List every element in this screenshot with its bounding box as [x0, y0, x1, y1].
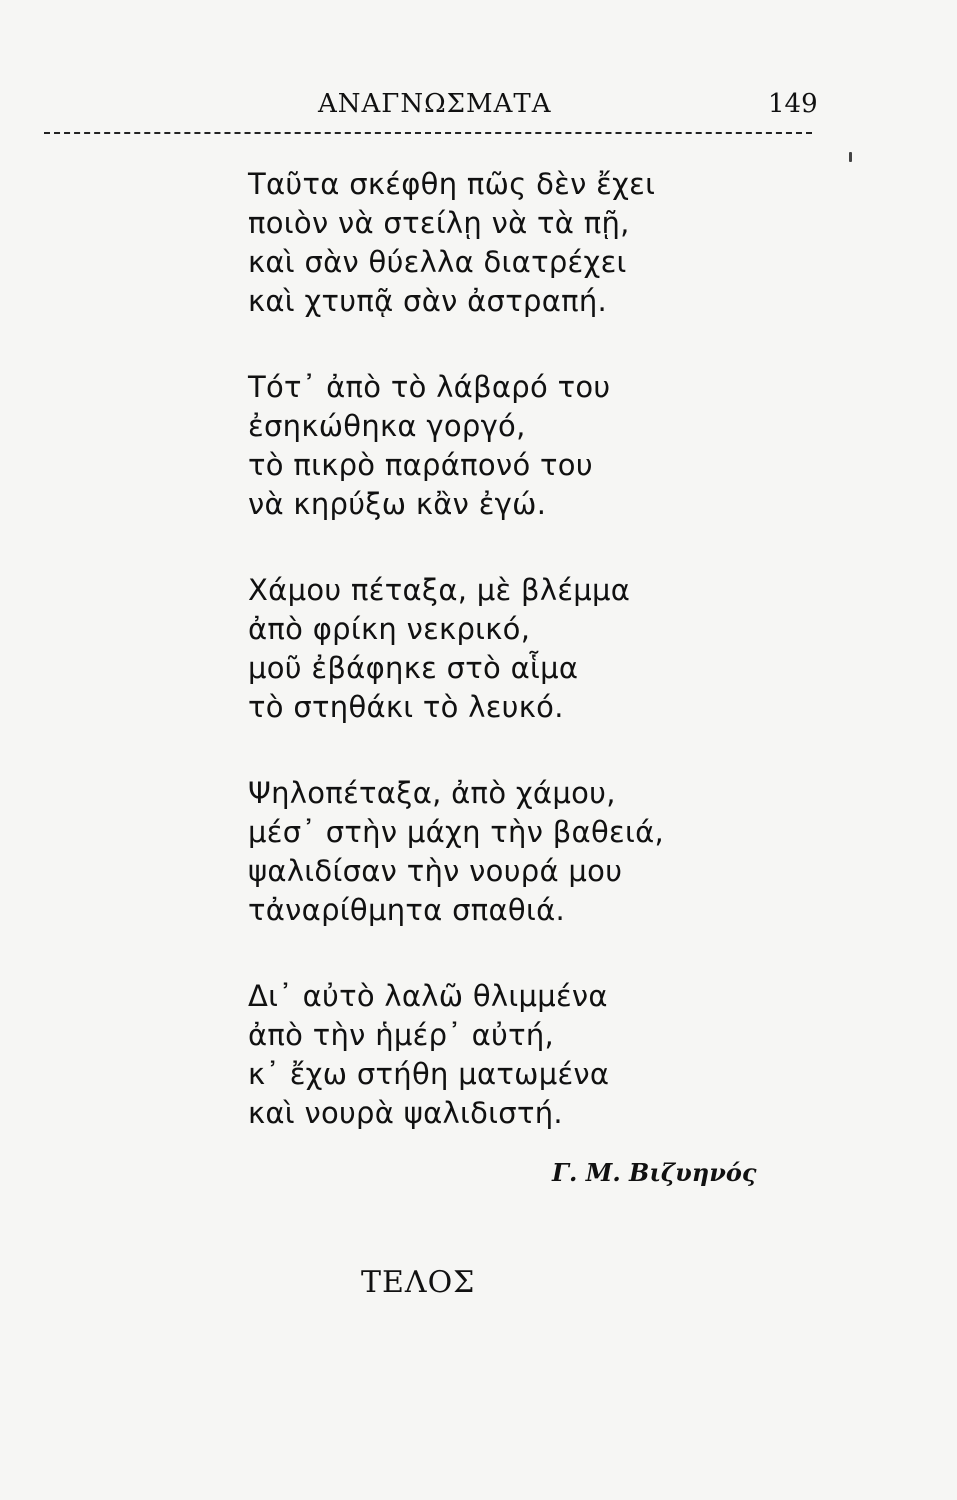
poem-line: τἀναρίθμητα σπαθιά.: [248, 893, 566, 927]
stanza: [248, 774, 768, 930]
poem-line: Ψηλοπέταξα, ἀπὸ χάμου,: [248, 776, 616, 810]
stanza: [248, 977, 768, 1133]
poem-line: καὶ νουρὰ ψαλιδιστή.: [248, 1096, 563, 1130]
poem-line: ἐσηκώθηκα γοργό,: [248, 409, 526, 443]
poem-line: ποιὸν νὰ στείλῃ νὰ τὰ πῇ,: [248, 206, 630, 240]
end-mark: ΤΕΛΟΣ: [361, 1265, 476, 1300]
poem-line: ἀπὸ φρίκη νεκρικό,: [248, 612, 531, 646]
poem-line: Τότ᾽ ἀπὸ τὸ λάβαρό του: [248, 370, 611, 404]
poem-line: νὰ κηρύξω κἂν ἐγώ.: [248, 487, 547, 521]
author-signature: Γ. Μ. Βιζυηνός: [552, 1158, 757, 1187]
poem-line: μέσ᾽ στὴν μάχη τὴν βαθειά,: [248, 815, 665, 849]
poem-line: ἀπὸ τὴν ἡμέρ᾽ αὐτή,: [248, 1018, 555, 1052]
poem-line: μοῦ ἐβάφηκε στὸ αἷμα: [248, 651, 579, 685]
poem-line: καὶ σὰν θύελλα διατρέχει: [248, 245, 627, 279]
header-divider: [44, 132, 812, 134]
poem-line: τὸ πικρὸ παράπονό του: [248, 448, 593, 482]
stanza: [248, 368, 768, 524]
poem-line: ψαλιδίσαν τὴν νουρά μου: [248, 854, 623, 888]
poem-line: Δι᾽ αὐτὸ λαλῶ θλιμμένα: [248, 979, 608, 1013]
stanza: [248, 571, 768, 727]
page-number: 149: [768, 89, 818, 119]
poem-line: Ταῦτα σκέφθη πῶς δὲν ἔχει: [248, 167, 656, 201]
poem-line: Χάμου πέταξα, μὲ βλέμμα: [248, 573, 631, 607]
poem-line: τὸ στηθάκι τὸ λευκό.: [248, 690, 564, 724]
poem-line: κ᾽ ἔχω στήθη ματωμένα: [248, 1057, 610, 1091]
poem-line: καὶ χτυπᾷ σὰν ἀστραπή.: [248, 284, 608, 318]
running-header-title: ΑΝΑΓΝΩΣΜΑΤΑ: [318, 89, 552, 119]
poem-body: [248, 165, 768, 1180]
margin-speck: [849, 152, 852, 162]
stanza: [248, 165, 768, 321]
